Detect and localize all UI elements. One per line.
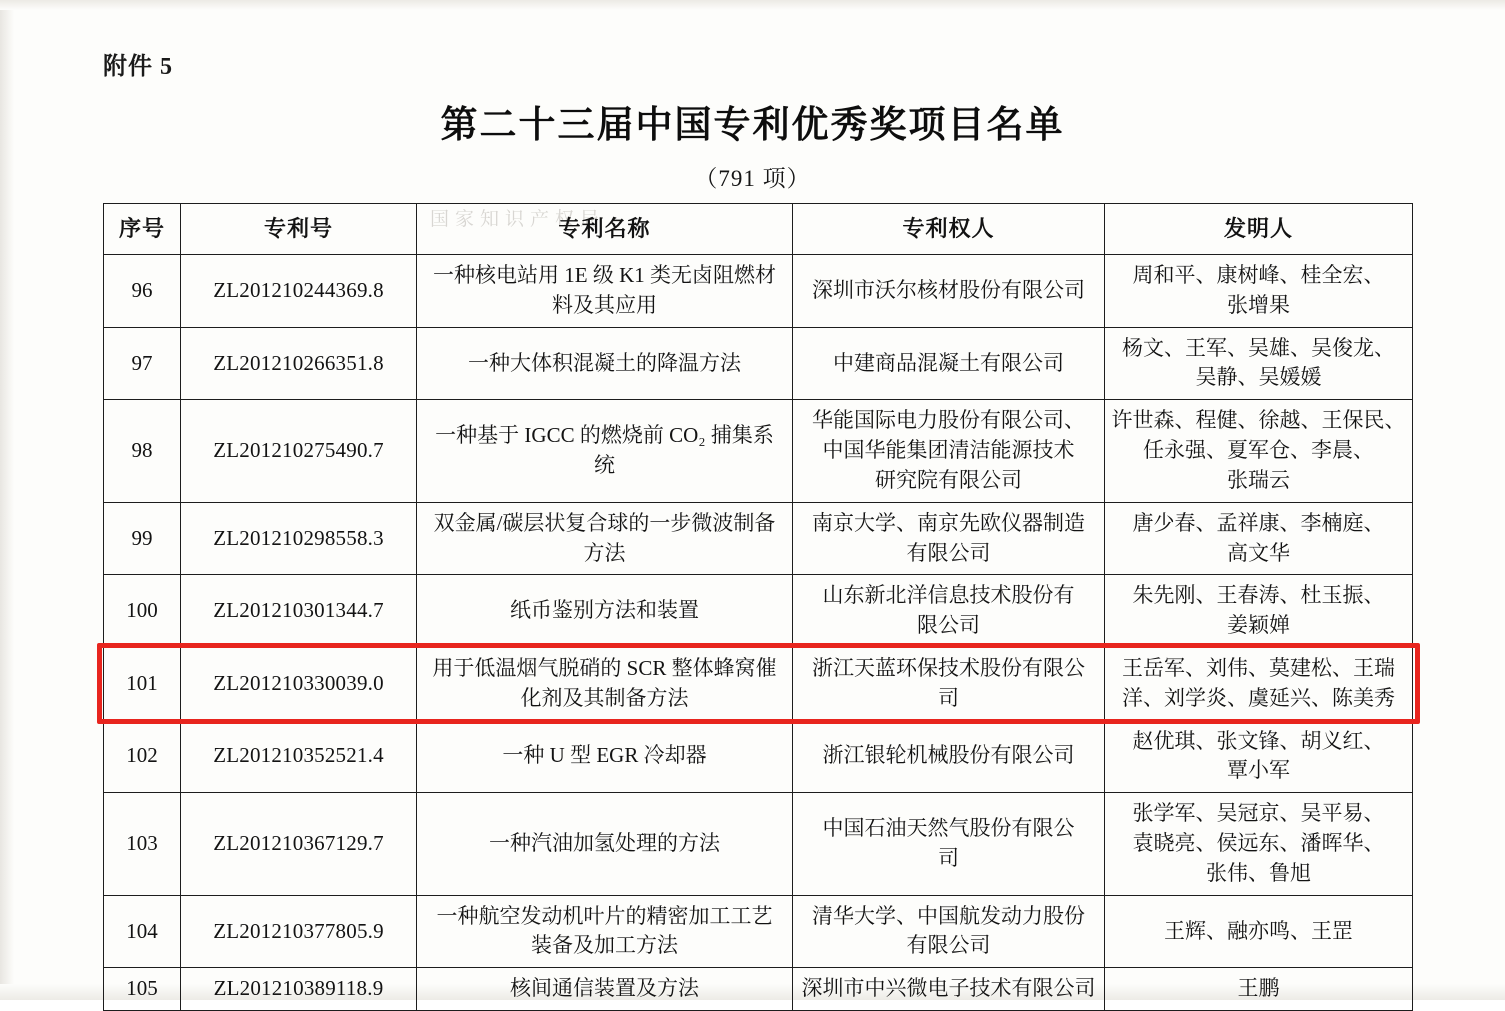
cell-inventors-line: 王岳军、刘伟、莫建松、王瑞 (1122, 655, 1395, 680)
cell-patent-no: ZL201210330039.0 (181, 647, 417, 720)
column-header-inventors: 发明人 (1105, 204, 1413, 255)
cell-inventors-line: 张伟、鲁旭 (1206, 860, 1311, 885)
column-header-patent-no: 专利号 (181, 204, 417, 255)
attachment-label: 附件 5 (103, 54, 173, 80)
scan-edge-left (0, 0, 14, 1000)
table-row (104, 400, 1413, 502)
cell-patent-name-line: 一种航空发动机叶片的精密加工工艺 (436, 903, 773, 928)
column-header-seq: 序号 (104, 204, 181, 255)
cell-patent-no: ZL201210389118.9 (181, 968, 417, 1011)
table-row (104, 255, 1413, 328)
cell-seq: 96 (104, 255, 181, 328)
column-header-patent-name: 专利名称 (417, 204, 793, 255)
cell-inventors (1105, 647, 1413, 720)
cell-patent-no: ZL201210352521.4 (181, 720, 417, 793)
cell-patent-name-line: 一种大体积混凝土的降温方法 (468, 350, 741, 375)
cell-patentee (793, 327, 1105, 400)
cell-patentee-line: 中国石油天然气股份有限公 (822, 816, 1075, 841)
cell-inventors (1105, 968, 1413, 1011)
cell-patent-name-line: 方法 (583, 540, 626, 565)
cell-inventors-line: 张瑞云 (1227, 467, 1290, 492)
cell-patent-name (417, 968, 793, 1011)
table-row (104, 647, 1413, 720)
table-row (104, 502, 1413, 575)
cell-seq: 98 (104, 400, 181, 502)
cell-inventors-line: 袁晓亮、侯远东、潘晖华、 (1132, 831, 1385, 855)
cell-inventors-line: 洋、刘学炎、虞延兴、陈美秀 (1122, 685, 1395, 710)
cell-patentee (793, 400, 1105, 502)
cell-patentee (793, 793, 1105, 895)
table-row (104, 575, 1413, 648)
cell-seq: 101 (104, 647, 181, 720)
cell-patentee (793, 720, 1105, 793)
table-row (104, 327, 1413, 400)
cell-patent-no: ZL201210367129.7 (181, 793, 417, 895)
cell-patentee-line: 有限公司 (906, 933, 991, 958)
cell-patent-name (417, 895, 793, 968)
cell-patent-name-line: 一种汽油加氢处理的方法 (489, 831, 720, 855)
table-row (104, 720, 1413, 793)
patent-listing-table-wrap (103, 203, 1412, 1011)
cell-patent-name (417, 647, 793, 720)
cell-patent-name-line: 一种基于 IGCC 的燃烧前 CO₂ 捕集系 (435, 423, 774, 448)
cell-patent-name-line: 统 (594, 452, 615, 477)
cell-inventors (1105, 400, 1413, 502)
cell-patent-no: ZL201210266351.8 (181, 327, 417, 400)
cell-patentee-line: 山东新北洋信息技术股份有 (822, 583, 1075, 608)
cell-patentee-line: 中建商品混凝土有限公司 (833, 350, 1064, 375)
cell-patentee (793, 255, 1105, 328)
cell-seq: 104 (104, 895, 181, 968)
cell-patent-name-line: 核间通信装置及方法 (510, 976, 699, 1001)
cell-patentee-line: 深圳市中兴微电子技术有限公司 (801, 976, 1096, 1001)
cell-patent-no: ZL201210377805.9 (181, 895, 417, 968)
cell-inventors-line: 吴静、吴媛媛 (1195, 365, 1322, 390)
cell-inventors-line: 张学军、吴冠京、吴平易、 (1132, 801, 1385, 826)
cell-patentee-line: 清华大学、中国航发动力股份 (812, 903, 1085, 928)
cell-patent-no: ZL201210275490.7 (181, 400, 417, 502)
cell-seq: 103 (104, 793, 181, 895)
cell-patent-name (417, 575, 793, 648)
cell-seq: 99 (104, 502, 181, 575)
cell-inventors-line: 赵优琪、张文锋、胡义红、 (1132, 728, 1385, 753)
cell-patent-name-line: 化剂及其制备方法 (520, 685, 689, 710)
cell-inventors-line: 王鹏 (1237, 976, 1280, 1001)
cell-patent-name (417, 255, 793, 328)
cell-patent-no: ZL201210301344.7 (181, 575, 417, 648)
cell-patentee-line: 司 (938, 685, 959, 710)
cell-inventors (1105, 575, 1413, 648)
table-header-row (104, 204, 1413, 255)
cell-patent-no: ZL201210298558.3 (181, 502, 417, 575)
cell-inventors (1105, 255, 1413, 328)
cell-patentee-line: 华能国际电力股份有限公司、 (812, 408, 1085, 433)
table-row (104, 895, 1413, 968)
cell-inventors-line: 姜颖婵 (1227, 613, 1290, 638)
cell-patentee-line: 有限公司 (906, 540, 991, 565)
table-row (104, 968, 1413, 1011)
table-row (104, 793, 1413, 895)
column-header-patentee: 专利权人 (793, 204, 1105, 255)
cell-patentee (793, 968, 1105, 1011)
cell-inventors (1105, 327, 1413, 400)
cell-patentee (793, 895, 1105, 968)
cell-seq: 102 (104, 720, 181, 793)
cell-patent-name (417, 793, 793, 895)
cell-patent-name-line: 双金属/碳层状复合球的一步微波制备 (433, 510, 776, 535)
cell-patentee (793, 502, 1105, 575)
cell-inventors-line: 朱先刚、王春涛、杜玉振、 (1132, 583, 1385, 608)
cell-seq: 105 (104, 968, 181, 1011)
cell-inventors-line: 覃小军 (1227, 758, 1290, 783)
cell-patent-name (417, 502, 793, 575)
cell-patentee (793, 647, 1105, 720)
cell-inventors-line: 王辉、融亦鸣、王罡 (1164, 918, 1353, 943)
cell-inventors-line: 唐少春、孟祥康、李楠庭、 (1132, 510, 1385, 535)
cell-seq: 97 (104, 327, 181, 400)
cell-seq: 100 (104, 575, 181, 648)
cell-patentee-line: 司 (938, 845, 959, 870)
cell-patent-name-line: 一种 U 型 EGR 冷却器 (502, 743, 707, 768)
cell-inventors (1105, 720, 1413, 793)
cell-patentee (793, 575, 1105, 648)
cell-inventors (1105, 502, 1413, 575)
cell-patentee-line: 浙江银轮机械股份有限公司 (822, 743, 1075, 768)
cell-patentee-line: 南京大学、南京先欧仪器制造 (812, 510, 1085, 535)
cell-patent-name (417, 720, 793, 793)
cell-inventors-line: 杨文、王军、吴雄、吴俊龙、 (1122, 335, 1395, 360)
watermark-text: 国家知识产权局 (430, 209, 606, 230)
cell-patentee-line: 深圳市沃尔核材股份有限公司 (812, 277, 1085, 302)
cell-inventors-line: 张增果 (1227, 292, 1290, 317)
cell-patentee-line: 浙江天蓝环保技术股份有限公 (812, 655, 1085, 680)
page-subtitle: （791 项） (694, 166, 811, 191)
patent-listing-table (103, 203, 1413, 1011)
cell-patent-name (417, 327, 793, 400)
cell-inventors-line: 周和平、康树峰、桂全宏、 (1132, 263, 1385, 287)
cell-patentee-line: 研究院有限公司 (875, 467, 1022, 492)
cell-patentee-line: 中国华能集团清洁能源技术 (822, 438, 1075, 463)
cell-patent-name-line: 用于低温烟气脱硝的 SCR 整体蜂窝催 (432, 655, 777, 680)
cell-patent-name (417, 400, 793, 502)
cell-patent-name-line: 一种核电站用 1E 级 K1 类无卤阻燃材 (433, 263, 776, 287)
cell-patent-name-line: 纸币鉴别方法和装置 (510, 598, 699, 623)
table-body (104, 255, 1413, 1011)
page-title: 第二十三届中国专利优秀奖项目名单 (440, 105, 1065, 146)
cell-inventors (1105, 793, 1413, 895)
cell-patent-name-line: 装备及加工方法 (531, 933, 678, 958)
cell-patent-no: ZL201210244369.8 (181, 255, 417, 328)
cell-patent-name-line: 料及其应用 (552, 292, 657, 317)
cell-inventors-line: 高文华 (1227, 540, 1290, 565)
cell-inventors (1105, 895, 1413, 968)
cell-patentee-line: 限公司 (917, 613, 980, 638)
cell-inventors-line: 许世森、程健、徐越、王保民、 (1111, 408, 1406, 433)
scan-edge-top (0, 0, 1505, 10)
cell-inventors-line: 任永强、夏军仓、李晨、 (1143, 438, 1374, 463)
